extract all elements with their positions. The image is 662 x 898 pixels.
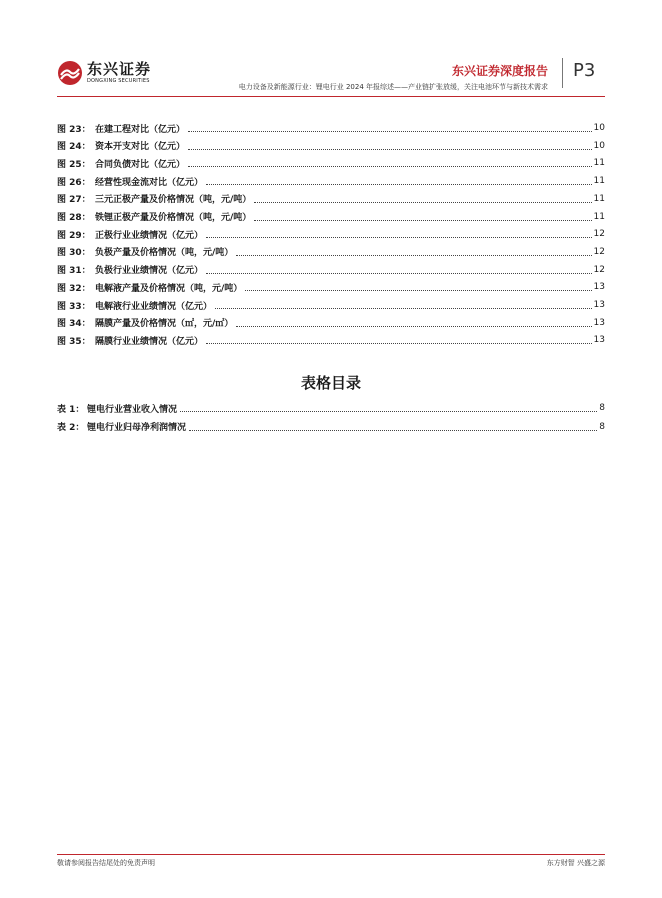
toc-leader-dots [206, 183, 592, 185]
toc-entry-number: 图 35： [57, 336, 91, 347]
logo-cn-text: 东兴证券 [87, 60, 152, 78]
toc-entry-title: 电解液行业业绩情况（亿元） [95, 301, 213, 312]
company-logo [57, 60, 151, 86]
toc-entry[interactable] [57, 401, 605, 415]
page-number: P3 [573, 60, 596, 81]
report-subtitle: 电力设备及新能源行业：锂电行业 2024 年报综述——产业链扩张放缓，关注电池环节与新技术需求 [238, 83, 548, 91]
logo-icon [57, 60, 83, 86]
toc-entry[interactable] [57, 298, 605, 312]
toc-entry-page: 13 [593, 300, 605, 310]
toc-leader-dots [180, 410, 597, 412]
toc-entry[interactable] [57, 245, 605, 259]
toc-entry-number: 图 32： [57, 283, 91, 294]
toc-entry-title: 铁锂正极产量及价格情况（吨，元/吨） [95, 213, 252, 223]
toc-entry-page: 8 [599, 403, 605, 413]
toc-entry-number: 图 26： [57, 177, 91, 188]
toc-entry-page: 10 [593, 140, 605, 151]
header-rule [57, 96, 605, 97]
toc-entry-title: 合同负债对比（亿元） [95, 159, 186, 170]
toc-leader-dots [206, 272, 592, 274]
toc-leader-dots [206, 342, 592, 344]
toc-leader-dots [254, 201, 591, 203]
toc-leader-dots [206, 236, 592, 238]
toc-entry-page: 13 [593, 335, 605, 346]
toc-entry-title: 隔膜产量及价格情况（㎡，元/㎡） [95, 319, 234, 330]
company-slogan: 东方财智 兴盛之源 [546, 859, 605, 867]
toc-entry-title: 在建工程对比（亿元） [95, 124, 186, 135]
toc-entry-page: 11 [593, 158, 605, 169]
toc-entry-title: 资本开支对比（亿元） [95, 142, 186, 153]
toc-entry-page: 10 [593, 123, 605, 133]
toc-entry-number: 图 25： [57, 159, 91, 170]
toc-leader-dots [254, 219, 591, 221]
toc-leader-dots [188, 165, 592, 167]
toc-leader-dots [236, 254, 591, 256]
toc-entry[interactable] [57, 263, 605, 277]
toc-entry-page: 11 [593, 211, 605, 222]
toc-entry-page: 12 [593, 229, 605, 240]
report-title: 东兴证券深度报告 [451, 64, 548, 78]
toc-entry-title: 正极行业业绩情况（亿元） [95, 230, 204, 241]
toc-entry[interactable] [57, 139, 605, 153]
toc-leader-dots [188, 130, 592, 132]
toc-leader-dots [236, 325, 591, 327]
toc-entry-page: 13 [593, 317, 605, 328]
toc-entry[interactable] [57, 420, 605, 434]
header-divider [562, 58, 563, 88]
toc-entry-page: 11 [593, 193, 605, 204]
toc-entry-title: 隔膜行业业绩情况（亿元） [95, 336, 204, 347]
toc-entry[interactable] [57, 121, 605, 135]
toc-entry-number: 图 33： [57, 301, 91, 312]
toc-entry-title: 负极行业业绩情况（亿元） [95, 266, 204, 277]
toc-entry-title: 锂电行业营业收入情况 [87, 404, 178, 415]
toc-entry-number: 图 27： [57, 195, 91, 206]
tables-section-title: 表格目录 [300, 374, 361, 392]
footer-rule [57, 854, 605, 855]
toc-entry[interactable] [57, 316, 605, 330]
toc-entry-title: 电解液产量及价格情况（吨，元/吨） [95, 283, 243, 294]
toc-leader-dots [188, 148, 592, 150]
toc-entry[interactable] [57, 174, 605, 188]
toc-entry-page: 11 [593, 176, 605, 187]
toc-entry-number: 图 34： [57, 319, 91, 330]
toc-entry-number: 图 29： [57, 230, 91, 241]
toc-entry-page: 12 [593, 264, 605, 275]
logo-en-text: DONGXING SECURITIES [87, 78, 150, 84]
toc-leader-dots [189, 429, 597, 431]
toc-entry-number: 表 1： [57, 404, 85, 415]
toc-entry-title: 经营性现金流对比（亿元） [95, 177, 204, 188]
toc-entry[interactable] [57, 227, 605, 241]
toc-leader-dots [215, 307, 592, 309]
toc-entry[interactable] [57, 333, 605, 347]
toc-entry-number: 表 2： [57, 423, 85, 433]
toc-entry-number: 图 30： [57, 248, 91, 259]
toc-entry[interactable] [57, 280, 605, 294]
toc-entry-page: 13 [593, 282, 605, 293]
toc-entry-number: 图 31： [57, 266, 91, 277]
disclaimer-note: 敬请参阅报告结尾处的免责声明 [57, 859, 155, 867]
toc-entry-title: 负极产量及价格情况（吨，元/吨） [95, 248, 234, 259]
toc-entry[interactable] [57, 210, 605, 224]
toc-entry-number: 图 24： [57, 142, 91, 153]
toc-leader-dots [245, 289, 591, 291]
toc-entry[interactable] [57, 192, 605, 206]
toc-entry-number: 图 23： [57, 124, 91, 135]
toc-entry-title: 三元正极产量及价格情况（吨，元/吨） [95, 195, 252, 206]
toc-entry[interactable] [57, 156, 605, 170]
toc-entry-page: 8 [599, 421, 605, 432]
toc-entry-title: 锂电行业归母净利润情况 [87, 423, 187, 433]
toc-entry-page: 12 [593, 246, 605, 257]
toc-entry-number: 图 28： [57, 213, 91, 223]
